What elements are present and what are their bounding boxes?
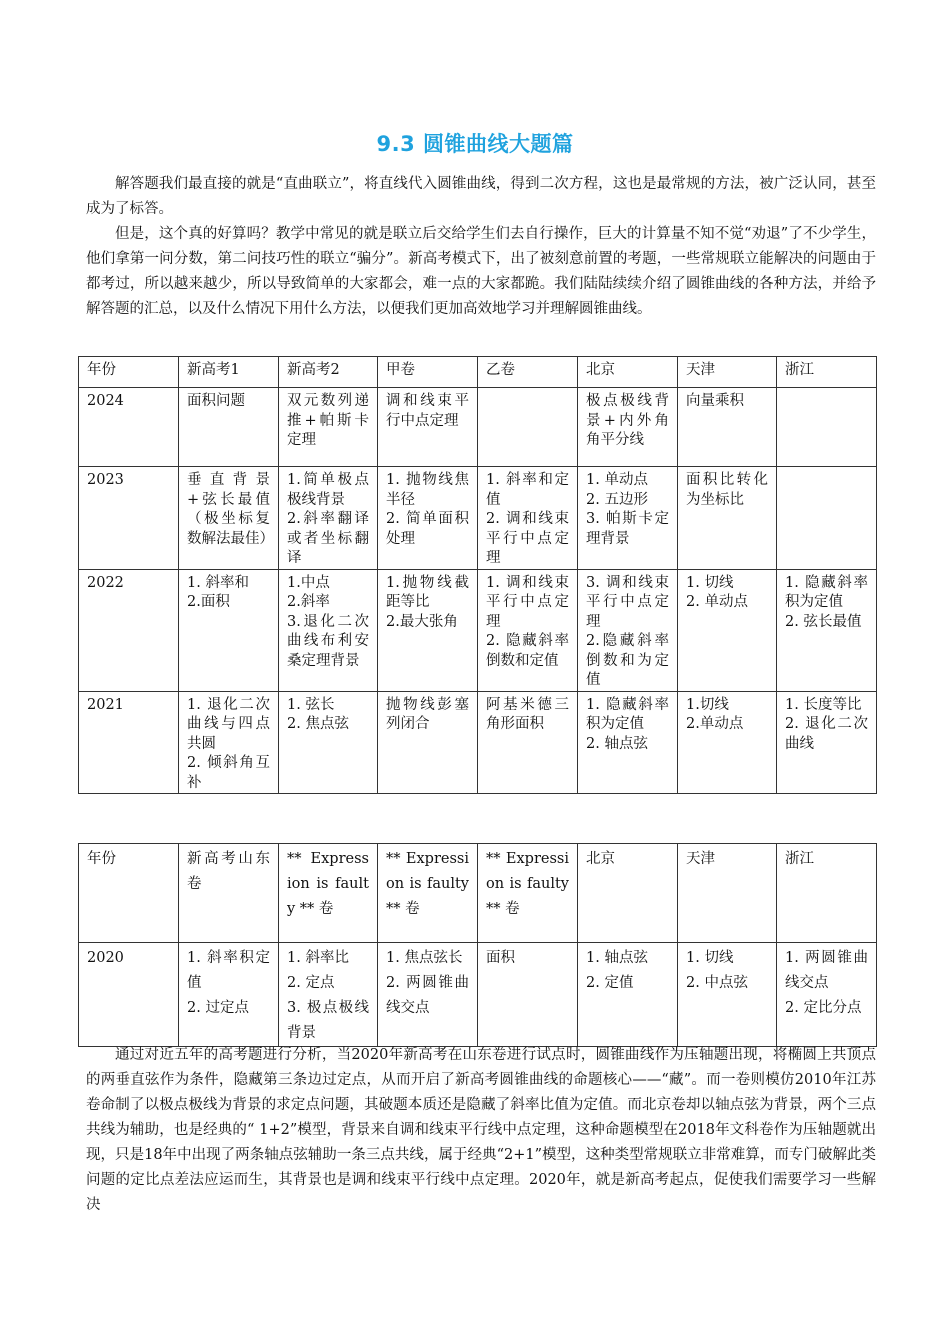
topic-line: 面积 xyxy=(486,950,515,966)
topic-line: 2. 退化二次曲线 xyxy=(785,716,868,752)
topic-cell xyxy=(279,943,378,1047)
topic-line: 2. 简单面积处理 xyxy=(386,511,469,547)
topic-cell xyxy=(578,569,678,691)
topic-line: 2. 弦长最值 xyxy=(785,613,862,630)
topic-line: 1. 斜率和定值 xyxy=(486,472,569,508)
topic-line: 2.单动点 xyxy=(686,716,744,732)
topic-line: 垂直背景+弦长最值（极坐标复数解法最佳） xyxy=(187,472,274,547)
topic-line: 1. 切线 xyxy=(686,574,734,591)
header-cell: 甲卷 xyxy=(378,357,478,388)
table-row xyxy=(79,569,877,691)
year-cell: 2021 xyxy=(79,691,179,794)
topic-cell xyxy=(179,388,279,467)
topic-cell xyxy=(478,569,578,691)
table-row xyxy=(79,691,877,794)
topic-cell xyxy=(478,943,578,1047)
topic-line: 1. 两圆锥曲线交点 xyxy=(785,950,868,991)
topic-line: 抛物线彭塞列闭合 xyxy=(386,696,469,732)
topic-cell xyxy=(179,569,279,691)
exam-topics-table-2020 xyxy=(78,843,877,1047)
topic-line: 3. 调和线束平行中点定理 xyxy=(586,574,669,630)
header-cell: ** Expression is faulty ** 卷 xyxy=(478,844,578,943)
topic-line: 3.退化二次曲线布利安桑定理背景 xyxy=(287,613,369,669)
header-cell: 北京 xyxy=(578,357,678,388)
topic-line: 2. 调和线束平行中点定理 xyxy=(486,511,569,566)
topic-line: 1. 斜率积定值 xyxy=(187,950,270,991)
topic-line: 调和线束平行中点定理 xyxy=(386,393,469,429)
topic-cell xyxy=(478,691,578,794)
header-cell: 浙江 xyxy=(777,357,877,388)
topic-line: 1. 调和线束平行中点定理 xyxy=(486,574,569,630)
topic-line: 2. 定点 xyxy=(287,975,335,991)
topic-line: 1. 单动点 xyxy=(586,472,648,488)
topic-line: 1. 长度等比 xyxy=(785,696,862,713)
topic-line: 2.斜率 xyxy=(287,594,330,610)
topic-line: 1. 焦点弦长 xyxy=(386,950,463,966)
header-cell: 新高考山东卷 xyxy=(179,844,279,943)
topic-cell xyxy=(378,569,478,691)
header-cell: 浙江 xyxy=(777,844,877,943)
topic-line: 2.面积 xyxy=(187,594,230,610)
topic-line: 1. 切线 xyxy=(686,950,734,966)
topic-line: 向量乘积 xyxy=(686,393,744,409)
topic-cell xyxy=(179,943,279,1047)
topic-line: 1. 退化二次曲线与四点共圆 xyxy=(187,696,270,752)
header-cell: 年份 xyxy=(79,357,179,388)
topic-cell xyxy=(279,691,378,794)
year-cell: 2022 xyxy=(79,569,179,691)
intro-paragraph-2: 但是，这个真的好算吗？教学中常见的就是联立后交给学生们去自行操作，巨大的计算量不知不觉“劝退”了不少学生，他们拿第一问分数，第二问技巧性的联立“骗分”。新高考模式下，出了被刻意前置的考题，一些常规联立能解决的问题由于都考过，所以越来越少，所以导致简单的大家都会，难一点的大家都跪。我们陆陆续续介绍了圆锥曲线的各种方法，并给予解答题的汇总，以及什么情况下用什么方法，以便我们更加高效地学习并理解圆锥曲线。 xyxy=(86,226,876,317)
topic-cell xyxy=(777,388,877,467)
topic-line: 2. 定值 xyxy=(586,975,634,991)
topic-line: 1.简单极点极线背景 xyxy=(287,472,369,508)
topic-line: 2. 中点弦 xyxy=(686,975,748,991)
topic-line: 双元数列递推+帕斯卡定理 xyxy=(287,393,369,448)
page-title: 9.3 圆锥曲线大题篇 xyxy=(376,132,574,156)
topic-cell xyxy=(279,388,378,467)
topic-cell xyxy=(378,943,478,1047)
table-header-row xyxy=(79,844,877,943)
topic-line: 2. 定比分点 xyxy=(785,1000,862,1016)
topic-cell xyxy=(378,691,478,794)
table-row xyxy=(79,467,877,570)
topic-line: 3. 帕斯卡定理背景 xyxy=(586,511,669,547)
topic-line: 2.最大张角 xyxy=(386,613,458,630)
topic-cell xyxy=(279,467,378,570)
analysis-paragraph: 通过对近五年的高考题进行分析，当2020年新高考在山东卷进行试点时，圆锥曲线作为压轴题出现，将椭圆上共顶点的两垂直弦作为条件，隐藏第三条边过定点，从而开启了新高考圆锥曲线的命题核心——“藏”。而一卷则模仿2010年江苏卷命制了以极点极线为背景的求定点问题，其破题本质还是隐藏了斜率比值为定值。而北京卷却以轴点弦为背景，两个三点共线为辅助，也是经典的“ 1+2”模型，背景来自调和线束平行线中点定理，这种命题模型在2018年文科卷作为压轴题就出现，只是18年中出现了两条轴点弦辅助一条三点共线，属于经典“2+1”模型，这种类型常规联立非常难算，而专门破解此类问题的定比点差法应运而生，其背景也是调和线束平行线中点定理。2020年，就是新高考起点，促使我们需要学习一些解决 xyxy=(86,1047,876,1213)
topic-cell xyxy=(578,691,678,794)
topic-line: 1. 斜率和 xyxy=(187,574,249,591)
topic-line: 面积比转化为坐标比 xyxy=(686,472,768,508)
topic-cell xyxy=(777,943,877,1047)
topic-line: 2.隐藏斜率倒数和为定值 xyxy=(586,633,669,688)
topic-line: 1.抛物线截距等比 xyxy=(386,574,469,610)
header-cell: 天津 xyxy=(678,357,777,388)
header-cell: ** Expression is faulty ** 卷 xyxy=(279,844,378,943)
topic-line: 2. 过定点 xyxy=(187,1000,249,1016)
topic-cell xyxy=(378,388,478,467)
topic-line: 1.中点 xyxy=(287,574,330,591)
topic-line: 2.斜率翻译或者坐标翻译 xyxy=(287,511,369,566)
header-cell: 乙卷 xyxy=(478,357,578,388)
topic-cell xyxy=(179,467,279,570)
topic-cell xyxy=(678,467,777,570)
topic-cell xyxy=(678,388,777,467)
table-row xyxy=(79,943,877,1047)
header-cell: 北京 xyxy=(578,844,678,943)
topic-cell xyxy=(578,467,678,570)
header-cell: 新高考2 xyxy=(279,357,378,388)
topic-cell xyxy=(279,569,378,691)
topic-line: 1. 弦长 xyxy=(287,696,335,713)
topic-line: 1.切线 xyxy=(686,696,729,713)
topic-line: 2. 隐藏斜率倒数和定值 xyxy=(486,633,569,669)
topic-cell xyxy=(578,943,678,1047)
topic-line: 阿基米德三角形面积 xyxy=(486,696,569,732)
topic-cell xyxy=(777,569,877,691)
topic-cell xyxy=(378,467,478,570)
topic-cell xyxy=(678,943,777,1047)
year-cell: 2023 xyxy=(79,467,179,570)
intro-paragraph-1: 解答题我们最直接的就是“直曲联立”，将直线代入圆锥曲线，得到二次方程，这也是最常规的方法，被广泛认同，甚至成为了标答。 xyxy=(86,176,876,217)
topic-line: 1. 斜率比 xyxy=(287,950,349,966)
topic-line: 2. 轴点弦 xyxy=(586,735,648,752)
topic-line: 2. 倾斜角互补 xyxy=(187,755,270,791)
header-cell: 年份 xyxy=(79,844,179,943)
topic-line: 2. 五边形 xyxy=(586,491,648,508)
topic-line: 1. 抛物线焦半径 xyxy=(386,472,469,508)
topic-cell xyxy=(777,691,877,794)
topic-line: 1. 隐藏斜率积为定值 xyxy=(785,574,868,610)
header-cell: 新高考1 xyxy=(179,357,279,388)
topic-line: 2. 焦点弦 xyxy=(287,716,349,732)
topic-cell xyxy=(678,691,777,794)
topic-line: 1. 隐藏斜率积为定值 xyxy=(586,696,669,732)
topic-line: 3. 极点极线背景 xyxy=(287,1000,369,1041)
topic-line: 2. 单动点 xyxy=(686,594,748,610)
year-cell: 2020 xyxy=(79,943,179,1047)
table-row xyxy=(79,388,877,467)
year-cell: 2024 xyxy=(79,388,179,467)
topic-line: 面积问题 xyxy=(187,393,245,409)
header-cell: ** Expression is faulty ** 卷 xyxy=(378,844,478,943)
topic-line: 2. 两圆锥曲线交点 xyxy=(386,975,469,1016)
header-cell: 天津 xyxy=(678,844,777,943)
topic-cell xyxy=(777,467,877,570)
topic-cell xyxy=(478,388,578,467)
topic-line: 1. 轴点弦 xyxy=(586,950,648,966)
topic-cell xyxy=(478,467,578,570)
topic-cell xyxy=(678,569,777,691)
topic-cell xyxy=(179,691,279,794)
table-header-row xyxy=(79,357,877,388)
topic-cell xyxy=(578,388,678,467)
topic-line: 极点极线背景+内外角角平分线 xyxy=(586,393,669,448)
exam-topics-table-2021-2024 xyxy=(78,356,877,794)
